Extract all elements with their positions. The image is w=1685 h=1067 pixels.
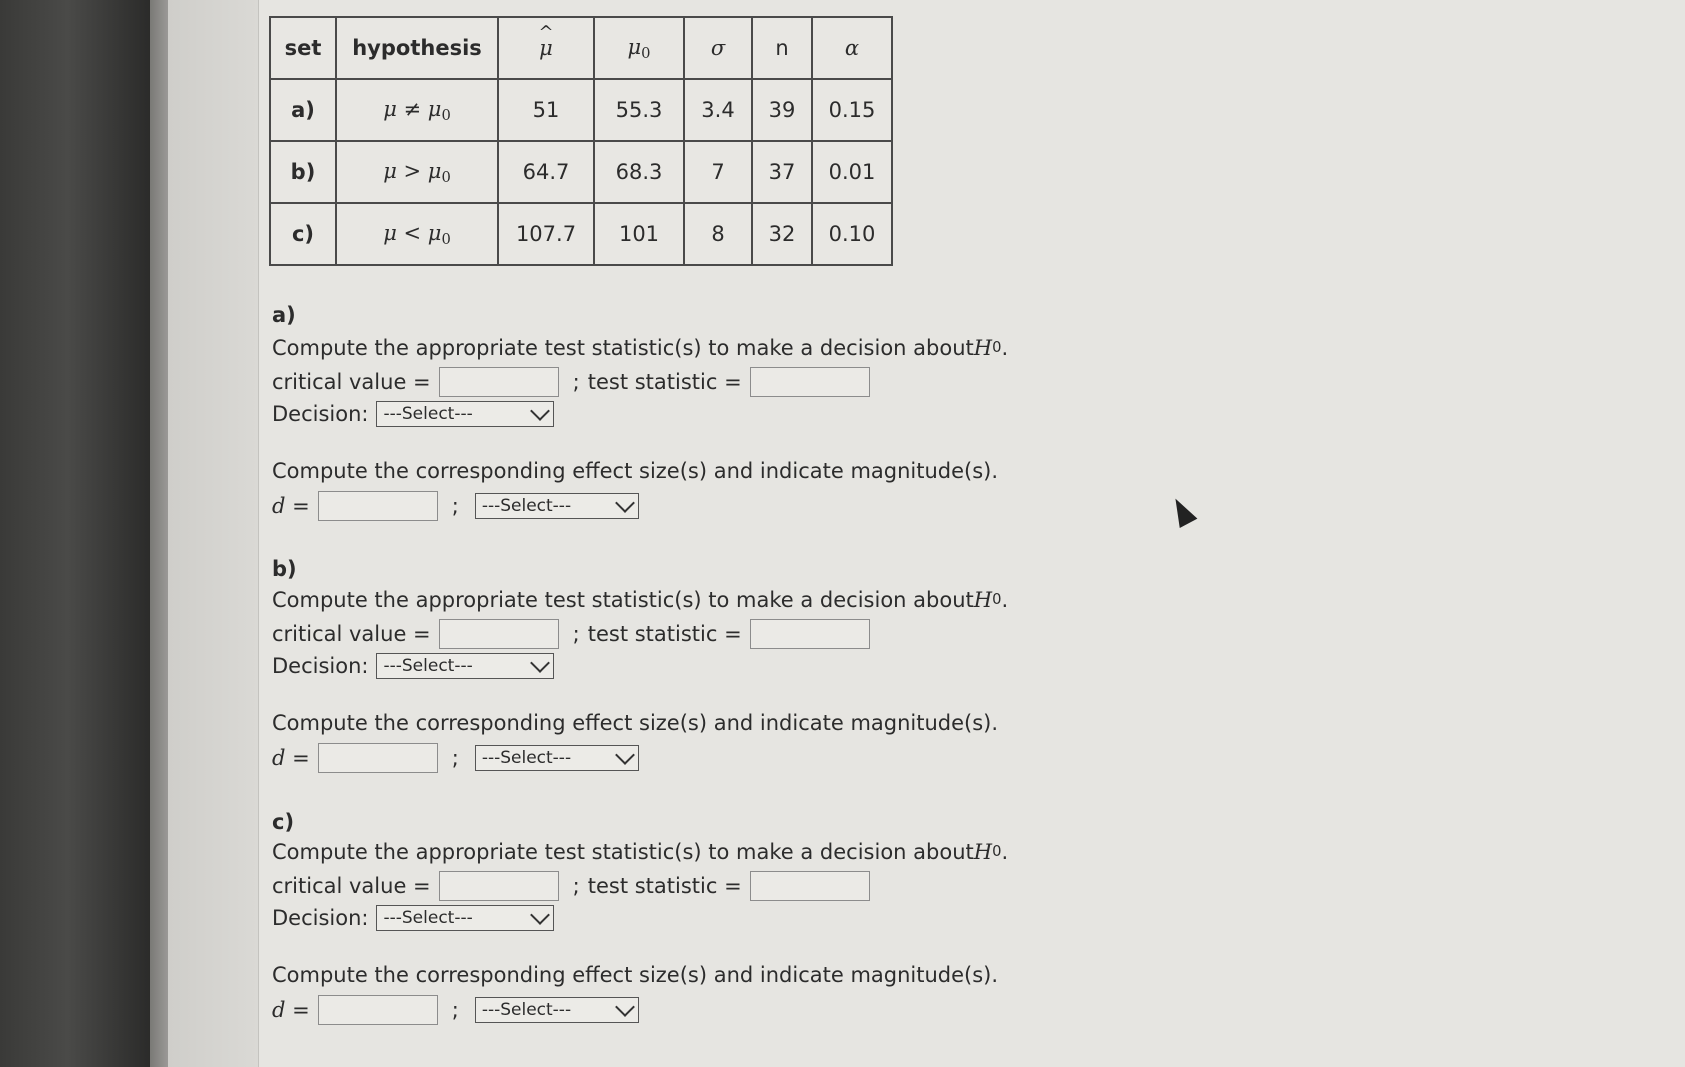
separator: ; xyxy=(451,997,459,1022)
table-row xyxy=(270,79,892,141)
select-value: ---Select--- xyxy=(383,403,473,424)
row-mu-hat: 107.7 xyxy=(498,203,594,265)
row-alpha: 0.10 xyxy=(812,203,892,265)
separator: ; xyxy=(572,369,580,394)
section-a-decision-row xyxy=(272,401,554,427)
d-label: d xyxy=(272,493,286,518)
decision-select-b[interactable] xyxy=(376,653,554,679)
effect-size-input-a[interactable] xyxy=(318,491,438,521)
magnitude-select-a[interactable] xyxy=(475,493,639,519)
row-mu-0: 55.3 xyxy=(594,79,684,141)
section-b-stat-row xyxy=(272,619,880,649)
row-sigma: 3.4 xyxy=(684,79,752,141)
section-c-decision-row xyxy=(272,905,554,931)
row-alpha: 0.01 xyxy=(812,141,892,203)
section-c-label: c) xyxy=(272,810,295,834)
header-hypothesis: hypothesis xyxy=(336,17,498,79)
table-row xyxy=(270,141,892,203)
decision-label: Decision: xyxy=(272,905,369,930)
decision-label: Decision: xyxy=(272,653,369,678)
row-sigma: 8 xyxy=(684,203,752,265)
separator: ; xyxy=(572,873,580,898)
magnitude-select-b[interactable] xyxy=(475,745,639,771)
select-value: ---Select--- xyxy=(481,495,572,516)
test-statistic-input-c[interactable] xyxy=(750,871,870,901)
chevron-down-icon xyxy=(531,905,551,925)
instruction-text: Compute the appropriate test statistic(s) to make a decision about xyxy=(272,336,974,360)
section-c-stat-row xyxy=(272,871,880,901)
h-symbol: H xyxy=(973,840,993,864)
h-symbol: H xyxy=(973,588,993,612)
hypothesis-data-table xyxy=(269,16,893,266)
equals-sign: = xyxy=(292,745,310,770)
section-b-label: b) xyxy=(272,557,297,581)
header-alpha: α xyxy=(812,17,892,79)
header-mu-0: $\mu_0$ xyxy=(594,17,684,79)
select-value: ---Select--- xyxy=(383,907,473,928)
section-c-effect-row xyxy=(272,995,639,1025)
section-c-instruction: Compute the appropriate test statistic(s) to make a decision about H 0 . xyxy=(272,840,1009,864)
select-value: ---Select--- xyxy=(481,999,572,1020)
row-set-label: b) xyxy=(270,141,336,203)
test-statistic-label: test statistic = xyxy=(587,621,742,646)
row-mu-hat: 51 xyxy=(498,79,594,141)
chevron-down-icon xyxy=(531,401,551,421)
section-b-effect-text: Compute the corresponding effect size(s) and indicate magnitude(s). xyxy=(272,711,999,735)
row-hypothesis: $\mu \ne \mu_0$ xyxy=(336,79,498,141)
row-sigma: 7 xyxy=(684,141,752,203)
h-symbol: H xyxy=(973,336,993,360)
instruction-text: Compute the appropriate test statistic(s) to make a decision about xyxy=(272,840,974,864)
select-value: ---Select--- xyxy=(481,747,572,768)
row-n: 37 xyxy=(752,141,812,203)
test-statistic-input-a[interactable] xyxy=(750,367,870,397)
select-value: ---Select--- xyxy=(383,655,473,676)
equals-sign: = xyxy=(292,493,310,518)
separator: ; xyxy=(451,745,459,770)
row-set-label: c) xyxy=(270,203,336,265)
d-label: d xyxy=(272,745,286,770)
row-set-label: a) xyxy=(270,79,336,141)
equals-sign: = xyxy=(292,997,310,1022)
section-b-effect-row xyxy=(272,743,639,773)
monitor-bezel xyxy=(0,0,150,1067)
magnitude-select-c[interactable] xyxy=(475,997,639,1023)
separator: ; xyxy=(572,621,580,646)
row-mu-0: 68.3 xyxy=(594,141,684,203)
critical-value-label: critical value = xyxy=(272,873,431,898)
row-mu-0: 101 xyxy=(594,203,684,265)
row-hypothesis: $\mu > \mu_0$ xyxy=(336,141,498,203)
table-row xyxy=(270,203,892,265)
header-set: set xyxy=(270,17,336,79)
section-a-instruction: Compute the appropriate test statistic(s) to make a decision about H 0 . xyxy=(272,336,1009,360)
section-a-stat-row xyxy=(272,367,880,397)
header-sigma: σ xyxy=(684,17,752,79)
row-hypothesis: $\mu < \mu_0$ xyxy=(336,203,498,265)
critical-value-label: critical value = xyxy=(272,621,431,646)
row-alpha: 0.15 xyxy=(812,79,892,141)
effect-size-input-c[interactable] xyxy=(318,995,438,1025)
test-statistic-label: test statistic = xyxy=(587,873,742,898)
chevron-down-icon xyxy=(615,997,635,1017)
critical-value-input-c[interactable] xyxy=(439,871,559,901)
effect-size-input-b[interactable] xyxy=(318,743,438,773)
left-margin-panel xyxy=(168,0,259,1067)
section-a-effect-text: Compute the corresponding effect size(s) and indicate magnitude(s). xyxy=(272,459,999,483)
table-header-row xyxy=(270,17,892,79)
test-statistic-label: test statistic = xyxy=(587,369,742,394)
separator: ; xyxy=(451,493,459,518)
critical-value-input-a[interactable] xyxy=(439,367,559,397)
decision-select-a[interactable] xyxy=(376,401,554,427)
row-mu-hat: 64.7 xyxy=(498,141,594,203)
critical-value-label: critical value = xyxy=(272,369,431,394)
row-n: 39 xyxy=(752,79,812,141)
decision-select-c[interactable] xyxy=(376,905,554,931)
chevron-down-icon xyxy=(615,493,635,513)
section-a-label: a) xyxy=(272,303,296,327)
test-statistic-input-b[interactable] xyxy=(750,619,870,649)
header-mu-hat: ^ μ xyxy=(498,17,594,79)
critical-value-input-b[interactable] xyxy=(439,619,559,649)
chevron-down-icon xyxy=(615,745,635,765)
instruction-text: Compute the appropriate test statistic(s) to make a decision about xyxy=(272,588,974,612)
section-a-effect-row xyxy=(272,491,639,521)
header-n: n xyxy=(752,17,812,79)
decision-label: Decision: xyxy=(272,401,369,426)
section-b-instruction: Compute the appropriate test statistic(s) to make a decision about H 0 . xyxy=(272,588,1009,612)
section-c-effect-text: Compute the corresponding effect size(s) and indicate magnitude(s). xyxy=(272,963,999,987)
d-label: d xyxy=(272,997,286,1022)
window-edge xyxy=(150,0,168,1067)
section-b-decision-row xyxy=(272,653,554,679)
chevron-down-icon xyxy=(531,653,551,673)
row-n: 32 xyxy=(752,203,812,265)
